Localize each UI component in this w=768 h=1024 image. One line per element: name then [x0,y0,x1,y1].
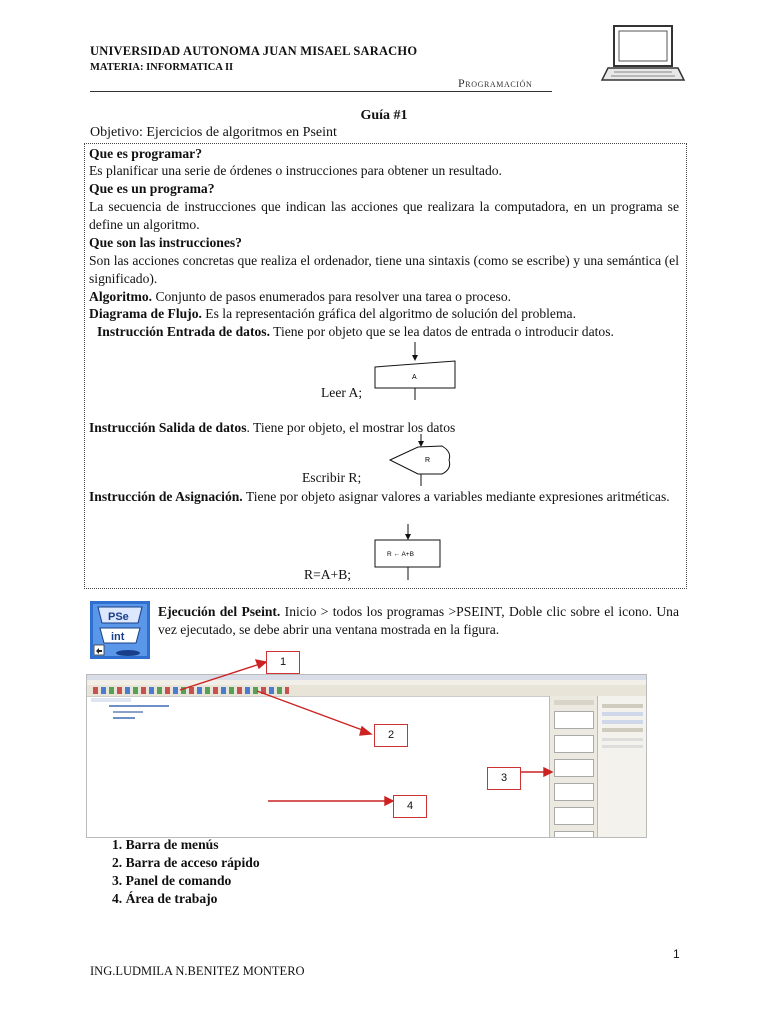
footer-author: ING.LUDMILA N.BENITEZ MONTERO [90,964,305,978]
answer-programa: La secuencia de instrucciones que indican las acciones que realizara la computadora, en un programa se define un algoritmo. [89,199,679,232]
options-row [602,712,643,716]
assign-shape-diagram [360,524,460,584]
callout-2: 2 [374,724,408,747]
def-salida: Instrucción Salida de datos. Tiene por objeto, el mostrar los datos [89,420,456,435]
code-line-1 [109,705,169,707]
cmd-si-entonces-button[interactable] [554,783,594,801]
cmd-leer-button[interactable] [554,735,594,753]
toolbar-icons[interactable] [93,687,289,694]
options-row [602,728,643,732]
options-panel[interactable] [597,696,647,837]
answer-programar: Es planificar una serie de órdenes o instrucciones para obtener un resultado. [89,163,502,178]
callout-4: 4 [393,795,427,818]
list-item: 1. Barra de menús [112,837,219,852]
code-line-2 [113,711,143,713]
cmd-mientras-button[interactable] [554,831,594,838]
input-shape-diagram [370,342,470,404]
assign-label: R=A+B; [304,567,352,582]
code-line-3 [113,717,135,719]
component-list [112,836,260,908]
answer-instrucciones: Son las acciones concretas que realiza el ordenador, tiene una sintaxis (como se escribe) y una semántica (el significado). [89,253,679,286]
editor-tab[interactable] [91,698,131,702]
university-name: UNIVERSIDAD AUTONOMA JUAN MISAEL SARACHO [90,44,418,58]
svg-text:int: int [111,631,125,643]
page-number: 1 [673,947,680,961]
list-item: 2. Barra de acceso rápido [112,855,260,870]
output-shape-diagram [380,434,470,492]
cmd-segun-button[interactable] [554,807,594,825]
subject-name: MATERIA: INFORMATICA II [90,62,234,73]
assign-shape-text: R ← A+B [387,551,414,558]
input-shape-text: A [412,374,417,381]
options-row [602,745,643,748]
callout-1: 1 [266,651,300,674]
def-diagrama-flujo: Diagrama de Flujo. Es la representación gráfica del algoritmo de solución del problema. [89,306,576,321]
def-algoritmo: Algoritmo. Conjunto de pasos enumerados para resolver una tarea o proceso. [89,289,512,304]
cmd-asignar-button[interactable] [554,759,594,777]
header-divider [90,91,552,92]
cmd-escribir-button[interactable] [554,711,594,729]
output-label: Escribir R; [302,470,362,485]
command-panel-title [554,700,594,705]
options-row [602,704,643,708]
options-row [602,738,643,741]
svg-text:PSe: PSe [108,611,129,623]
command-panel[interactable] [549,696,598,837]
pseint-app-icon [90,601,150,659]
def-entrada: Instrucción Entrada de datos. Tiene por objeto que se lea datos de entrada o introducir datos. [97,324,614,339]
options-row [602,720,643,724]
section-name: Programación [458,76,533,90]
list-item: 3. Panel de comando [112,873,232,888]
input-label: Leer A; [321,385,363,400]
guide-title: Guía #1 [360,108,408,123]
list-item: 4. Área de trabajo [112,891,218,906]
callout-3: 3 [487,767,521,790]
question-instrucciones: Que son las instrucciones? [89,235,242,250]
question-programar: Que es programar? [89,146,203,161]
laptop-icon [600,22,686,84]
question-programa: Que es un programa? [89,181,215,196]
execution-paragraph: Ejecución del Pseint. Inicio > todos los programas >PSEINT, Doble clic sobre el icono. Una vez ejecutado, se debe abrir una ventana mostrada en la figura. [158,604,679,637]
pseint-window-screenshot [86,674,647,838]
output-shape-text: R [425,457,431,464]
def-asignacion: Instrucción de Asignación. Tiene por objeto asignar valores a variables mediante expresiones aritméticas. [89,489,670,504]
guide-objective: Objetivo: Ejercicios de algoritmos en Pseint [90,125,337,140]
